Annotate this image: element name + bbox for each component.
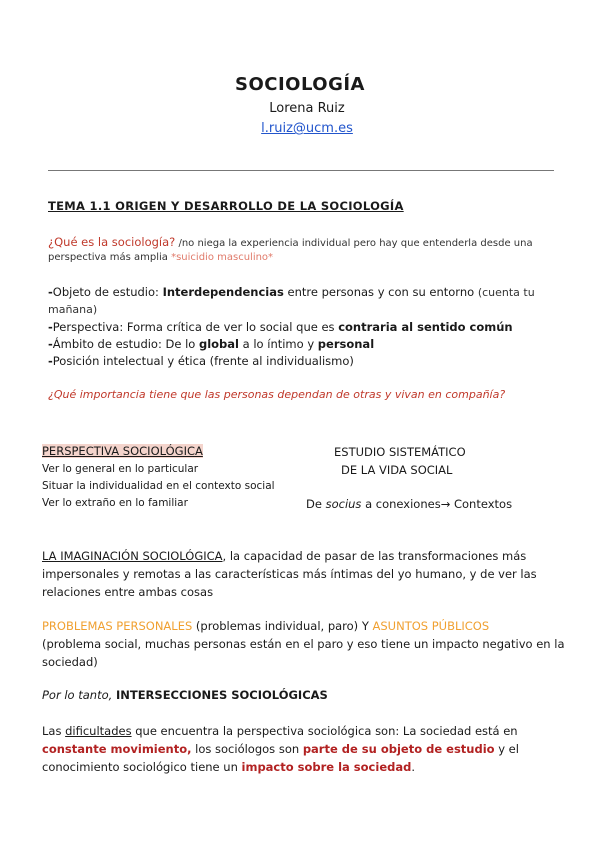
bullet-objeto: -Objeto de estudio: Interdependencias entre personas y con su entorno (cuenta tu	[48, 285, 535, 299]
intro-line-1: ¿Qué es la sociología? /no niega la experiencia individual pero hay que entenderla desde una	[48, 235, 533, 249]
imaginacion-line-2: impersonales y remotas a las características más íntimas del yo humano, y de ver las	[42, 567, 537, 581]
question-2: ¿Qué importancia tiene que las personas dependan de otras y vivan en compañía?	[48, 388, 506, 401]
socius-line: De socius a conexiones→ Contextos	[306, 497, 513, 511]
problemas-line-1: PROBLEMAS PERSONALES (problemas individual, paro) Y ASUNTOS PÚBLICOS	[42, 619, 490, 633]
perspectiva-item: Ver lo extraño en lo familiar	[42, 497, 188, 509]
perspectiva-item: Situar la individualidad en el contexto social	[42, 480, 275, 492]
email-link[interactable]: l.ruiz@ucm.es	[261, 121, 353, 136]
intersecciones: Por lo tanto, INTERSECCIONES SOCIOLÓGICAS	[42, 688, 328, 702]
bullet-perspectiva: -Perspectiva: Forma crítica de ver lo social que es contraria al sentido común	[48, 320, 513, 334]
perspectiva-item: Ver lo general en lo particular	[42, 463, 199, 475]
bullet-objeto-cont: mañana)	[48, 303, 98, 316]
intro-example: *suicidio masculino*	[171, 252, 274, 263]
author-name: Lorena Ruiz	[269, 101, 345, 116]
intro-question: ¿Qué es la sociología?	[48, 235, 176, 249]
section-heading: TEMA 1.1 ORIGEN Y DESARROLLO DE LA SOCIOLOGÍA	[48, 199, 404, 213]
perspectiva-heading: PERSPECTIVA SOCIOLÓGICA	[42, 444, 203, 458]
document-title: SOCIOLOGÍA	[234, 74, 365, 95]
dificultades-line-2: constante movimiento, los sociólogos son parte de su objeto de estudio y el	[42, 742, 519, 756]
author-email	[0, 121, 600, 136]
bullet-ambito: -Ámbito de estudio: De lo global a lo íntimo y personal	[48, 337, 375, 351]
problemas-line-2: (problema social, muchas personas están en el paro y eso tiene un impacto negativo en la	[42, 637, 565, 651]
intro-line-2: perspectiva más amplia *suicidio masculino*	[48, 252, 274, 263]
imaginacion-line-3: relaciones entre ambas cosas	[42, 585, 214, 599]
divider	[48, 170, 554, 171]
estudio-line-1: ESTUDIO SISTEMÁTICO	[334, 445, 466, 459]
imaginacion-line-1: LA IMAGINACIÓN SOCIOLÓGICA, la capacidad de pasar de las transformaciones más	[42, 549, 527, 563]
dificultades-line-3: conocimiento sociológico tiene un impacto sobre la sociedad.	[42, 760, 415, 774]
dificultades-line-1: Las dificultades que encuentra la perspectiva sociológica son: La sociedad está en	[42, 724, 518, 738]
estudio-line-2: DE LA VIDA SOCIAL	[341, 463, 453, 477]
problemas-line-3: sociedad)	[42, 655, 98, 669]
bullet-posicion: -Posición intelectual y ética (frente al individualismo)	[48, 354, 354, 368]
